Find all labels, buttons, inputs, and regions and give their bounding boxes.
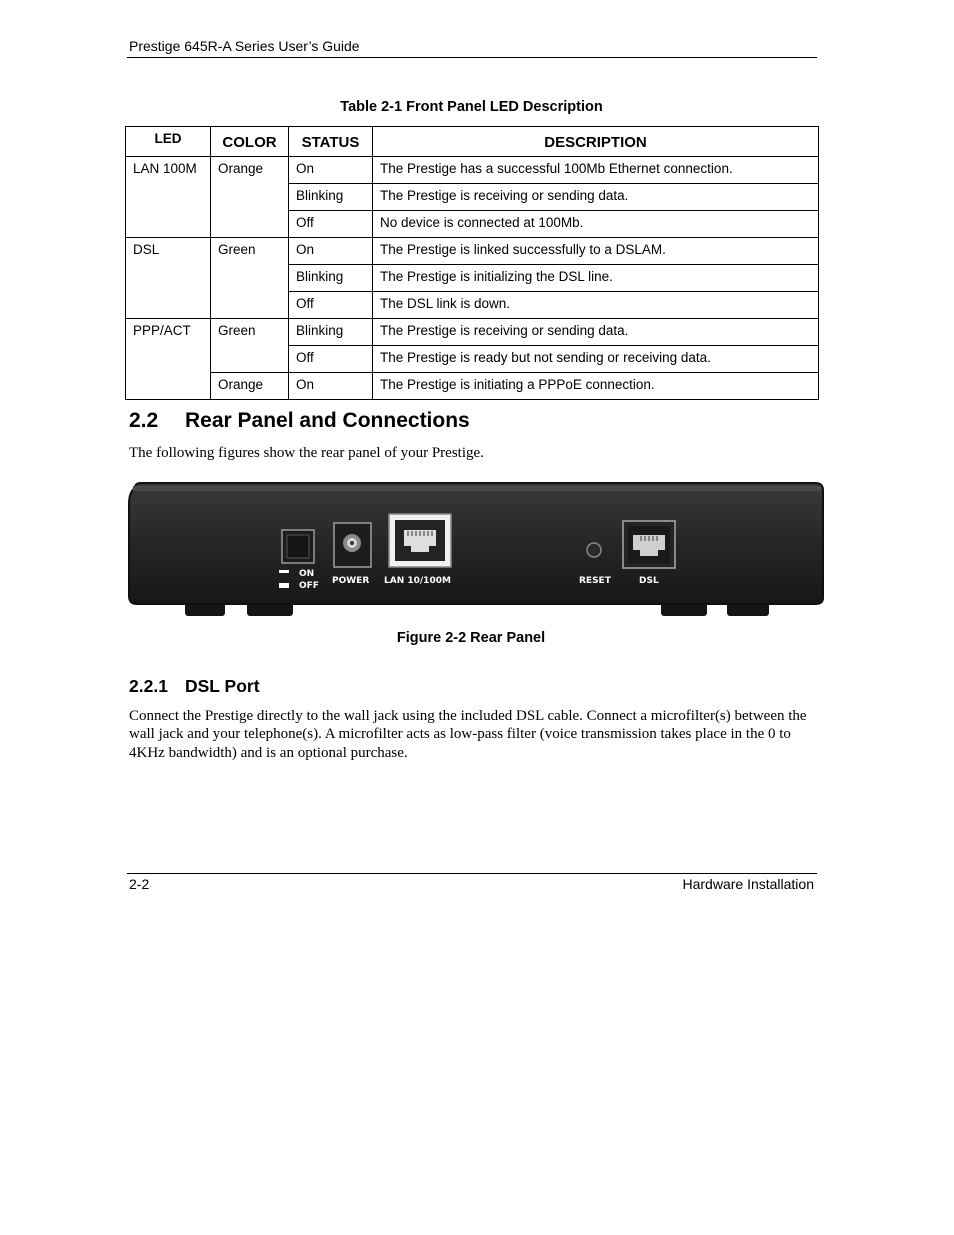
header-rule <box>127 57 817 58</box>
description-cell: The Prestige is linked successfully to a DSLAM. <box>373 238 819 265</box>
dsl-port-paragraph: Connect the Prestige directly to the wall jack using the included DSL cable. Connect a microfilter(s) between the wall jack and your telephone(s). A microfilter acts as low-pass filter (voice transmission takes place in the 0 to 4KHz bandwidth) and is an optional purchase. <box>129 708 807 761</box>
section-number: 2.2 <box>129 409 159 432</box>
status-cell: Off <box>289 211 373 238</box>
off-symbol-icon <box>279 583 289 588</box>
description-cell: The Prestige is receiving or sending data. <box>373 184 819 211</box>
section-heading <box>129 409 470 433</box>
color-cell: Green <box>211 238 289 319</box>
lan-label: LAN 10/100M <box>384 576 451 586</box>
status-cell: On <box>289 238 373 265</box>
column-header-led: LED <box>126 127 211 157</box>
section-title: Rear Panel and Connections <box>185 409 470 432</box>
reset-button <box>587 543 601 557</box>
reset-label: RESET <box>579 576 611 586</box>
subsection-heading <box>129 676 260 697</box>
color-cell: Orange <box>211 373 289 400</box>
description-cell: The Prestige is initializing the DSL line. <box>373 265 819 292</box>
led-description-table <box>125 126 819 400</box>
status-cell: Off <box>289 346 373 373</box>
description-cell: The Prestige has a successful 100Mb Ethernet connection. <box>373 157 819 184</box>
description-cell: The DSL link is down. <box>373 292 819 319</box>
color-cell: Orange <box>211 157 289 238</box>
color-cell: Green <box>211 319 289 373</box>
description-cell: The Prestige is receiving or sending data. <box>373 319 819 346</box>
column-header-color: COLOR <box>211 127 289 157</box>
footer-page-number: 2-2 <box>129 876 150 892</box>
description-cell: No device is connected at 100Mb. <box>373 211 819 238</box>
led-cell: LAN 100M <box>126 157 211 238</box>
column-header-description: DESCRIPTION <box>373 127 819 157</box>
off-label: OFF <box>299 581 319 591</box>
status-cell: Blinking <box>289 265 373 292</box>
on-symbol-icon <box>279 570 289 573</box>
led-cell: DSL <box>126 238 211 319</box>
footer-chapter-title: Hardware Installation <box>682 876 814 892</box>
section-intro: The following figures show the rear panel of your Prestige. <box>129 445 484 461</box>
subsection-title: DSL Port <box>185 676 260 696</box>
table-row <box>126 319 819 346</box>
description-cell: The Prestige is ready but not sending or receiving data. <box>373 346 819 373</box>
subsection-number: 2.2.1 <box>129 676 168 696</box>
column-header-status: STATUS <box>289 127 373 157</box>
status-cell: On <box>289 157 373 184</box>
device-body <box>129 483 823 604</box>
status-cell: On <box>289 373 373 400</box>
table-caption: Table 2-1 Front Panel LED Description <box>340 99 603 115</box>
top-edge <box>133 486 821 491</box>
led-cell: PPP/ACT <box>126 319 211 400</box>
description-cell: The Prestige is initiating a PPPoE connection. <box>373 373 819 400</box>
figure-caption: Figure 2-2 Rear Panel <box>396 630 546 646</box>
running-header: Prestige 645R-A Series User’s Guide <box>129 38 360 54</box>
dsl-label: DSL <box>639 576 659 586</box>
status-cell: Blinking <box>289 184 373 211</box>
on-label: ON <box>299 569 315 579</box>
table-row <box>126 238 819 265</box>
rear-panel-figure <box>127 480 827 620</box>
table-row <box>126 157 819 184</box>
table-header-row <box>126 127 819 157</box>
table-row <box>126 373 819 400</box>
footer-rule <box>127 873 817 874</box>
status-cell: Off <box>289 292 373 319</box>
power-label: POWER <box>332 576 370 586</box>
status-cell: Blinking <box>289 319 373 346</box>
